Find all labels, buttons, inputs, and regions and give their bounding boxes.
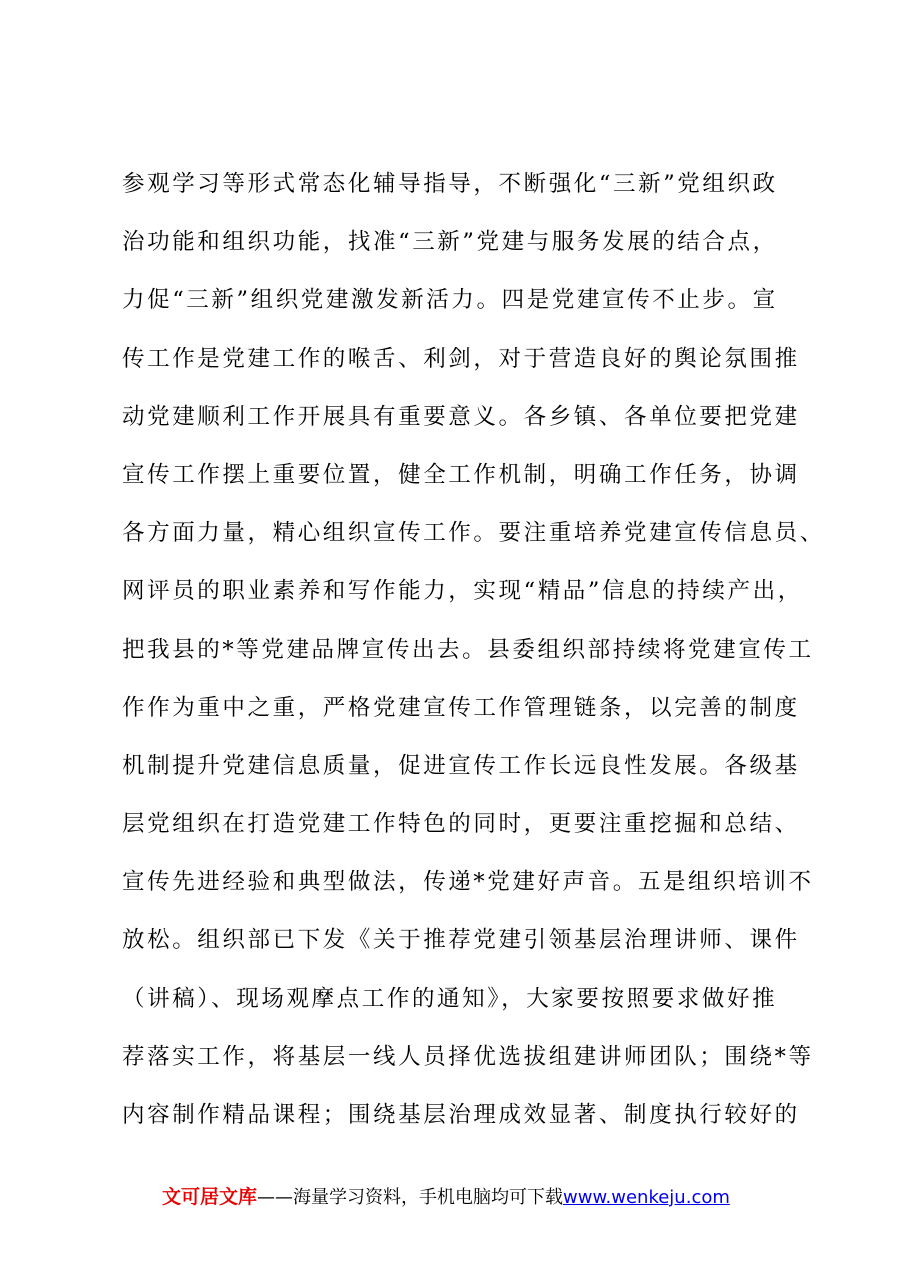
body-line-2: 治功能和组织功能，找准“三新”党建与服务发展的结合点， <box>122 229 778 256</box>
page-footer <box>162 1182 802 1212</box>
body-line-11: 机制提升党建信息质量，促进宣传工作长远良性发展。各级基 <box>122 752 800 779</box>
body-line-8: 网评员的职业素养和写作能力，实现“精品”信息的持续产出， <box>122 578 803 605</box>
body-line-10: 作作为重中之重，严格党建宣传工作管理链条，以完善的制度 <box>122 694 800 721</box>
body-line-1: 参观学习等形式常态化辅导指导，不断强化“三新”党组织政 <box>122 171 778 197</box>
body-line-5: 动党建顺利工作开展具有重要意义。各乡镇、各单位要把党建 <box>122 403 800 430</box>
body-line-3: 力促“三新”组织党建激发新活力。四是党建宣传不止步。宣 <box>122 287 778 314</box>
body-line-12: 层党组织在打造党建工作特色的同时，更要注重挖掘和总结、 <box>122 811 800 838</box>
body-line-15: （讲稿）、现场观摩点工作的通知》，大家要按照要求做好推 <box>122 985 778 1012</box>
body-line-17: 内容制作精品课程；围绕基层治理成效显著、制度执行较好的 <box>122 1102 800 1128</box>
document-body <box>122 162 825 1151</box>
body-line-9: 把我县的*等党建品牌宣传出去。县委组织部持续将党建宣传工 <box>122 636 814 663</box>
body-line-6: 宣传工作摆上重要位置，健全工作机制，明确工作任务，协调 <box>122 461 800 488</box>
footer-url-link[interactable]: www.wenkeju.com <box>563 1187 730 1208</box>
body-line-14: 放松。组织部已下发《关于推荐党建引领基层治理讲师、课件 <box>122 927 800 954</box>
body-line-7: 各方面力量，精心组织宣传工作。要注重培养党建宣传信息员、 <box>122 520 825 547</box>
footer-tagline: ——海量学习资料，手机电脑均可下载 <box>257 1187 564 1208</box>
footer-brand: 文可居文库 <box>162 1186 258 1208</box>
body-line-13: 宣传先进经验和典型做法，传递*党建好声音。五是组织培训不 <box>122 869 814 896</box>
body-line-4: 传工作是党建工作的喉舌、利剑，对于营造良好的舆论氛围推 <box>122 345 800 372</box>
body-line-16: 荐落实工作，将基层一线人员择优选拔组建讲师团队；围绕*等 <box>122 1043 814 1070</box>
